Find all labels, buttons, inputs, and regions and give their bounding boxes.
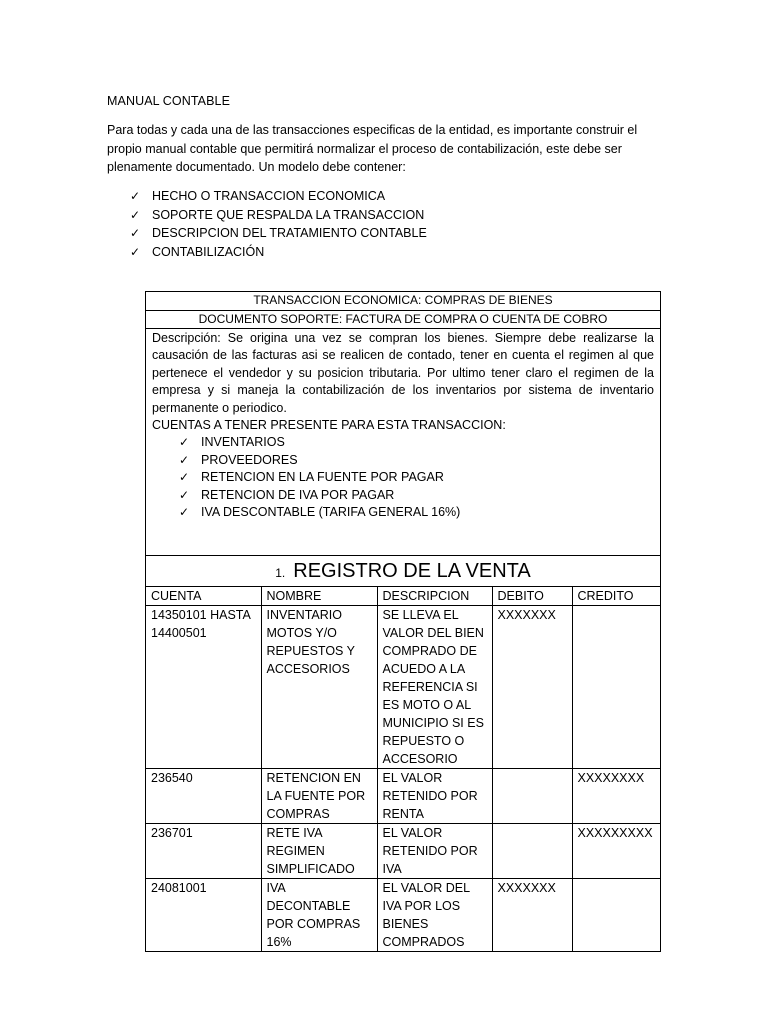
checkmark-icon: ✓: [130, 189, 141, 203]
accounts-list: [152, 434, 654, 521]
cell-cuenta: 24081001: [146, 879, 261, 952]
table-row: [146, 879, 660, 952]
checkmark-icon: ✓: [130, 226, 141, 241]
list-item: ✓ IVA DESCONTABLE (TARIFA GENERAL 16%): [179, 504, 654, 521]
table-header-row: [146, 587, 660, 606]
intro-paragraph: Para todas y cada una de las transacciones especificas de la entidad, es importante construir el propio manual contable que permitirá normalizar el proceso de contabilización, este debe ser plenamente documentado. Un modelo debe contener:: [107, 123, 638, 175]
transaction-header: TRANSACCION ECONOMICA: COMPRAS DE BIENES: [146, 292, 660, 311]
checkmark-icon: ✓: [179, 505, 190, 519]
column-header: NOMBRE: [261, 587, 377, 606]
column-header: CREDITO: [572, 587, 660, 606]
list-item: ✓ HECHO O TRANSACCION ECONOMICA: [130, 187, 427, 206]
table-row: [146, 606, 660, 769]
checkmark-icon: ✓: [179, 487, 190, 502]
list-item: ✓ DESCRIPCION DEL TRATAMIENTO CONTABLE: [130, 224, 427, 243]
cell-debito: XXXXXXX: [492, 606, 572, 769]
page-title: MANUAL CONTABLE: [107, 94, 231, 108]
list-item: ✓ PROVEEDORES: [179, 452, 654, 469]
support-document-header: DOCUMENTO SOPORTE: FACTURA DE COMPRA O CUENTA DE COBRO: [146, 311, 660, 330]
checkmark-icon: ✓: [130, 245, 141, 260]
list-item: ✓ SOPORTE QUE RESPALDA LA TRANSACCION: [130, 206, 427, 225]
cell-cuenta: 14350101 HASTA 14400501: [146, 606, 261, 769]
checkmark-icon: ✓: [179, 470, 190, 485]
accounts-title: CUENTAS A TENER PRESENTE PARA ESTA TRANSACCION:: [152, 418, 506, 433]
cell-descripcion: SE LLEVA EL VALOR DEL BIEN COMPRADO DE ACUEDO A LA REFERENCIA SI ES MOTO O AL MUNICIPIO SI ES REPUESTO O ACCESORIO: [377, 606, 492, 769]
accounting-table: [146, 587, 660, 951]
checkmark-icon: ✓: [179, 435, 190, 450]
column-header: DESCRIPCION: [377, 587, 492, 606]
cell-credito: XXXXXXXX: [572, 769, 660, 824]
cell-debito: [492, 769, 572, 824]
description-text: Descripción: Se origina una vez se compran los bienes. Siempre debe realizarse la causación de las facturas asi se realicen de contado, tener en cuenta el regimen al que pertenece el vendedor y su posicion tributaria. Por ultimo tener claro el regimen de la empresa y si maneja la contabilización de los inventarios por sistema de inventario permanente o periodico.: [152, 331, 654, 415]
register-heading: 1. REGISTRO DE LA VENTA: [146, 556, 660, 587]
transaction-box: [145, 291, 661, 952]
column-header: DEBITO: [492, 587, 572, 606]
cell-debito: [492, 824, 572, 879]
list-item: ✓ RETENCION EN LA FUENTE POR PAGAR: [179, 469, 654, 486]
table-row: [146, 824, 660, 879]
cell-nombre: RETENCION EN LA FUENTE POR COMPRAS: [261, 769, 377, 824]
cell-credito: XXXXXXXXX: [572, 824, 660, 879]
cell-credito: [572, 606, 660, 769]
cell-cuenta: 236701: [146, 824, 261, 879]
cell-cuenta: 236540: [146, 769, 261, 824]
table-row: [146, 769, 660, 824]
checkmark-icon: ✓: [130, 207, 141, 222]
list-item: ✓ CONTABILIZACIÓN: [130, 243, 427, 262]
checkmark-icon: ✓: [179, 452, 190, 467]
cell-descripcion: EL VALOR RETENIDO POR RENTA: [377, 769, 492, 824]
cell-nombre: INVENTARIO MOTOS Y/O REPUESTOS Y ACCESORIOS: [261, 606, 377, 769]
list-item: ✓ RETENCION DE IVA POR PAGAR: [179, 487, 654, 504]
cell-debito: XXXXXXX: [492, 879, 572, 952]
cell-descripcion: EL VALOR DEL IVA POR LOS BIENES COMPRADOS: [377, 879, 492, 952]
cell-descripcion: EL VALOR RETENIDO POR IVA: [377, 824, 492, 879]
column-header: CUENTA: [146, 587, 261, 606]
model-checklist: [130, 187, 427, 262]
cell-nombre: RETE IVA REGIMEN SIMPLIFICADO: [261, 824, 377, 879]
list-item: ✓ INVENTARIOS: [179, 434, 654, 451]
cell-credito: [572, 879, 660, 952]
cell-nombre: IVA DECONTABLE POR COMPRAS 16%: [261, 879, 377, 952]
description-cell: [146, 329, 660, 556]
